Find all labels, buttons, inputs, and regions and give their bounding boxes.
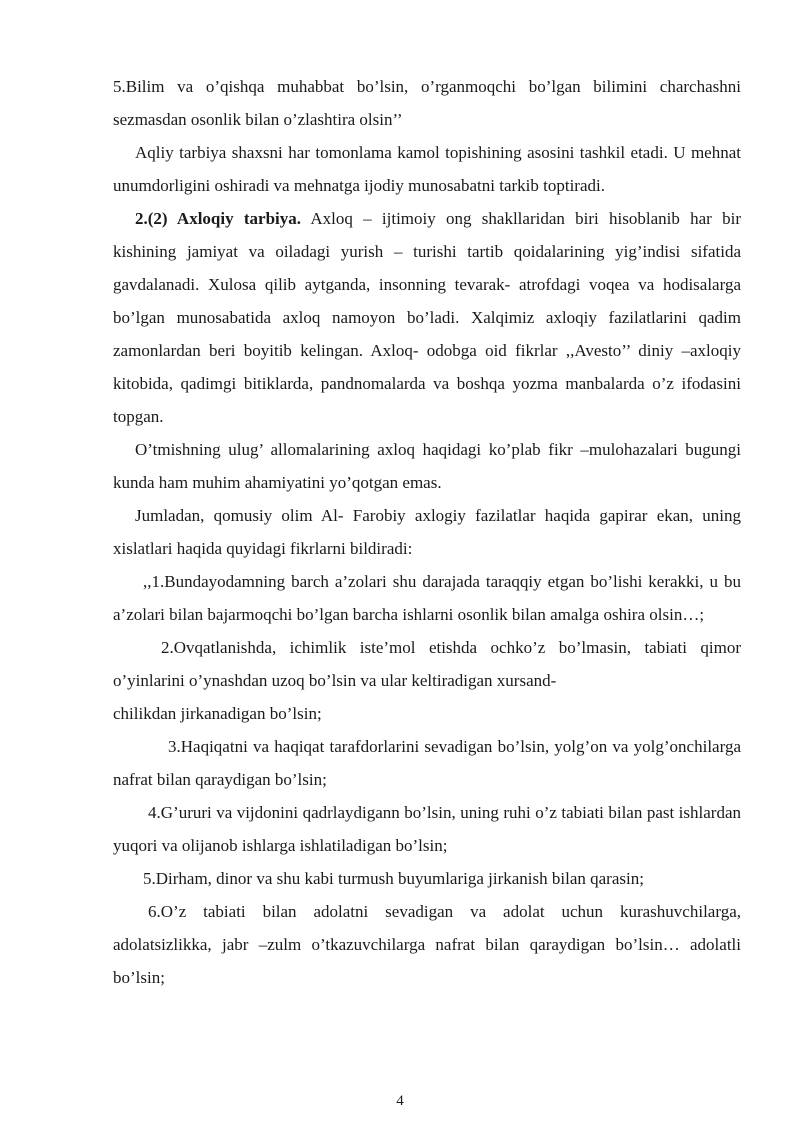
list-item-5: 5.Dirham, dinor va shu kabi turmush buyumlariga jirkanish bilan qarasin; <box>143 869 644 888</box>
paragraph-bilim: 5.Bilim va o’qishqa muhabbat bo’lsin, o’rganmoqchi bo’lgan bilimini charchashni sezmasdan osonlik bilan o’zlashtira olsin’’ <box>113 77 741 129</box>
document-page <box>113 70 741 994</box>
list-item-2-continued: chilikdan jirkanadigan bo’lsin; <box>113 704 322 723</box>
paragraph-otmish: O’tmishning ulug’ allomalarining axloq haqidagi ko’plab fikr –mulohazalari bugungi kunda ham muhim ahamiyatini yo’qotgan emas. <box>113 440 741 492</box>
page-number: 4 <box>396 1093 404 1109</box>
list-item-2: 2.Ovqatlanishda, ichimlik iste’mol etishda ochko’z bo’lmasin, tabiati qimor o’yinlarini o’ynashdan uzoq bo’lsin va ular keltiradigan xursand- <box>113 638 741 690</box>
paragraph-axloqiy-tarbiya <box>113 202 741 433</box>
paragraph-aqliy-tarbiya: Aqliy tarbiya shaxsni har tomonlama kamol topishining asosini tashkil etadi. U mehnat unumdorligini oshiradi va mehnatga ijodiy munosabatni tarkib toptiradi. <box>113 143 741 195</box>
list-item-6: 6.O’z tabiati bilan adolatni sevadigan va adolat uchun kurashuvchilarga, adolatsizlikka, jabr –zulm o’tkazuvchilarga nafrat bilan qaraydigan bo’lsin… adolatli bo’lsin; <box>113 902 741 987</box>
section-body: Axloq – ijtimoiy ong shakllaridan biri hisoblanib har bir kishining jamiyat va oiladagi yurish – turishi tartib qoidalarining yig’indisi sifatida gavdalanadi. Xulosa qilib aytganda, insonning tevarak- atrofdagi voqea va hodisalarga bo’lgan munosabatida axloq namoyon bo’ladi. Xalqimiz axloqiy fazilatlarini qadim zamonlardan beri boyitib kelingan. Axloq- odobga oid fikrlar ,,Avesto’’ diniy –axloqiy kitobida, qadimgi bitiklarda, pandnomalarda va boshqa yozma manbalarda o’z ifodasini topgan. <box>113 209 742 426</box>
paragraph-farobiy: Jumladan, qomusiy olim Al- Farobiy axlogiy fazilatlar haqida gapirar ekan, uning xislatlari haqida quyidagi fikrlarni bildiradi: <box>113 506 741 558</box>
section-heading: Axloqiy tarbiya. <box>176 209 302 228</box>
list-item-3: 3.Haqiqatni va haqiqat tarafdorlarini sevadigan bo’lsin, yolg’on va yolg’onchilarga nafrat bilan qaraydigan bo’lsin; <box>113 737 741 789</box>
list-item-4: 4.G’ururi va vijdonini qadrlaydigann bo’lsin, uning ruhi o’z tabiati bilan past ishlardan yuqori va olijanob ishlarga ishlatiladigan bo’lsin; <box>113 803 741 855</box>
section-number: 2.(2) <box>135 209 177 228</box>
list-item-1: ,,1.Bundayodamning barch a’zolari shu darajada taraqqiy etgan bo’lishi kerakki, u bu a’zolari bilan bajarmoqchi bo’lgan barcha ishlarni osonlik bilan amalga oshira olsin…; <box>113 572 741 624</box>
